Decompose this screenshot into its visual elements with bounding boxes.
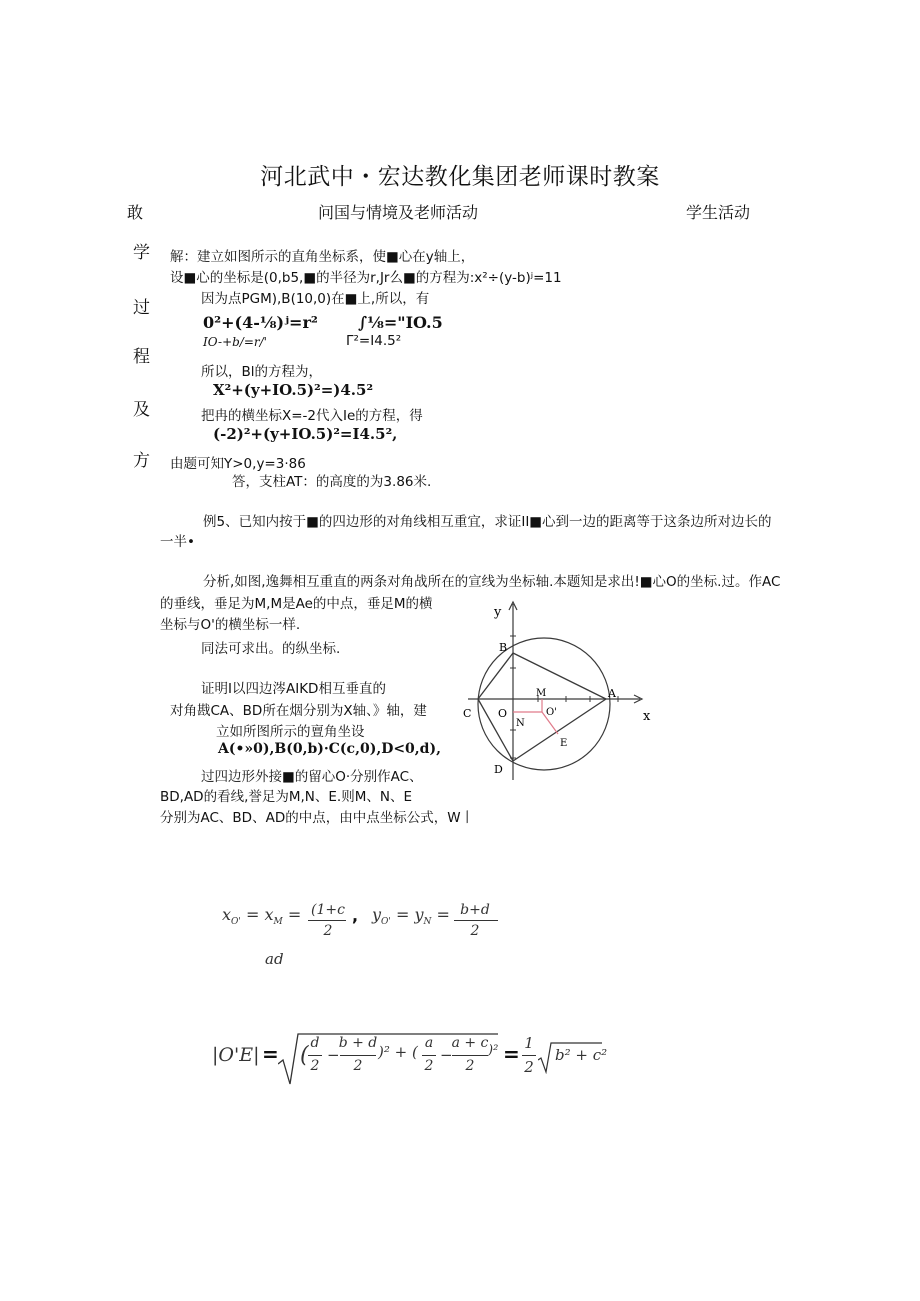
- formula-sub: O': [381, 917, 391, 928]
- fraction-numerator: b+d: [460, 902, 490, 918]
- equation: X²+(y+IO.5)²=)4.5²: [213, 381, 374, 399]
- frac-num: b + d: [338, 1035, 378, 1051]
- label-C: C: [463, 707, 472, 720]
- formula-equals: =: [262, 1042, 279, 1066]
- formula-equals: =: [436, 905, 450, 924]
- geometry-diagram: [458, 598, 660, 784]
- formula-note: ad: [265, 950, 284, 968]
- text-line: 答，支柱AT：的高度的为3.86米.: [232, 474, 432, 490]
- paren-open: (: [300, 1043, 309, 1068]
- text-line: 把冉的横坐标X=-2代入Ie的方程，得: [201, 408, 423, 424]
- fraction-denominator: 2: [470, 923, 480, 939]
- text-line: 证明I以四边涔AIKD相互垂直的: [201, 681, 386, 697]
- text-line: 由题可知Y>0,y=3·86: [170, 456, 306, 472]
- text-line: 设■心的坐标是(0,b5,■的半径为r,Jr么■的方程为:x²÷(y-b)ʲ=11: [170, 270, 562, 286]
- formula-sub: M: [273, 917, 283, 928]
- label-E: E: [560, 738, 568, 749]
- formula-sub: N: [423, 917, 432, 928]
- circumcircle: [478, 638, 610, 770]
- formula-equals: =: [287, 905, 302, 924]
- fraction-bar: [422, 1055, 436, 1056]
- label-y: y: [494, 605, 502, 620]
- text-line: BD,AD的看线,誉足为M,N、E.则M、N、E: [160, 789, 413, 805]
- equation: A(•»0),B(0,b)·C(c,0),D<0,d),: [218, 741, 441, 757]
- label-x: x: [643, 709, 651, 724]
- text-line: 一半•: [160, 534, 195, 550]
- minus: −: [327, 1046, 340, 1064]
- label-M: M: [536, 688, 547, 699]
- fraction-bar: [522, 1055, 536, 1056]
- square: )²: [488, 1043, 499, 1058]
- column-header-right: 学生活动: [686, 203, 751, 222]
- formula-comma: ,: [352, 906, 359, 925]
- frac-den: 2: [353, 1058, 363, 1074]
- text-line: 分析,如图,逸舞相互重直的两条对角战所在的宣线为坐标轴.本题知是求出!■心O的坐标.过。作AC: [203, 574, 781, 590]
- column-header-left: 敢: [127, 203, 144, 222]
- text-line: 坐标与O'的横坐标一样.: [160, 617, 301, 633]
- text-line: 过四边形外接■的留心O·分别作AC、: [201, 769, 423, 785]
- column-header-middle: 问国与情境及老师活动: [318, 203, 479, 222]
- fraction-denominator: 2: [323, 923, 333, 939]
- label-N: N: [516, 718, 525, 729]
- text-line: 解：建立如图所示的直角坐标系，使■心在y轴上，: [170, 249, 475, 265]
- text-line: 同法可求出。的纵坐标.: [201, 641, 341, 657]
- side-char-3: 程: [133, 347, 150, 367]
- equation: ∫⅛="IO.5: [358, 313, 443, 332]
- side-char-1: 学: [133, 243, 150, 263]
- fraction-bar: [340, 1055, 376, 1056]
- square-plus: )² + (: [378, 1043, 418, 1061]
- formula-equals: =: [245, 905, 260, 924]
- frac-den: 2: [465, 1058, 475, 1074]
- text-line: 的垂线，垂足为M,M是Ae的中点，垂足M的横: [160, 596, 433, 612]
- frac-den: 2: [310, 1058, 320, 1074]
- formula-equals: =: [396, 905, 410, 924]
- frac-num: d: [310, 1035, 320, 1051]
- distance-lhs: |O'E|: [212, 1044, 260, 1066]
- text-line: 分别为AC、BD、AD的中点，由中点坐标公式，W丨: [160, 810, 475, 826]
- frac-den: 2: [424, 1058, 434, 1074]
- fraction-bar: [454, 920, 498, 921]
- side-char-4: 及: [133, 400, 150, 420]
- label-O: O: [498, 707, 508, 720]
- fraction-bar: [308, 1055, 322, 1056]
- fraction-bar: [452, 1055, 488, 1056]
- label-B: B: [499, 641, 508, 654]
- side-char-5: 方: [133, 451, 150, 471]
- radicand: b² + c²: [555, 1046, 608, 1064]
- equation: (-2)²+(y+IO.5)²=I4.5²,: [213, 425, 398, 443]
- equation: Γ²=I4.5²: [346, 333, 402, 349]
- text-line: 立如所图所示的亶角坐设: [216, 724, 365, 740]
- text-line: 例5、已知内按于■的四边形的对角线相互重宜，求证II■心到一边的距离等于这条边所对边长的: [203, 514, 772, 530]
- formula-y: y: [372, 905, 382, 924]
- formula-x: x: [222, 905, 232, 924]
- label-O-prime: O': [546, 707, 557, 718]
- text-line: 所以，Bl的方程为，: [201, 364, 323, 380]
- midpoint-formula: [222, 905, 301, 927]
- formula-sub: O': [231, 917, 241, 928]
- formula-x: x: [264, 905, 274, 924]
- label-A: A: [608, 687, 616, 700]
- side-char-2: 过: [133, 298, 150, 318]
- text-line: 对角戡CA、BD所在烟分别为X轴、》轴，建: [170, 703, 427, 719]
- fraction-bar: [308, 920, 346, 921]
- minus: −: [440, 1046, 453, 1064]
- text-line: 因为点PGM),B(10,0)在■上,所以，有: [201, 291, 430, 307]
- frac-num: a + c: [451, 1035, 489, 1051]
- equation: 0²+(4-⅛)ʲ=r²: [203, 313, 318, 332]
- formula-y: y: [414, 905, 424, 924]
- midpoint-formula-y: [372, 905, 450, 927]
- equation: IO-+b/=r/': [203, 335, 267, 349]
- frac-num: a: [424, 1035, 434, 1051]
- frac-num: 1: [524, 1034, 534, 1052]
- page-title: 河北武中・宏达教化集团老师课时教案: [260, 164, 660, 190]
- label-D: D: [494, 763, 503, 776]
- formula-equals: =: [503, 1042, 520, 1066]
- fraction-numerator: (1+c: [311, 902, 345, 918]
- frac-den: 2: [524, 1058, 534, 1076]
